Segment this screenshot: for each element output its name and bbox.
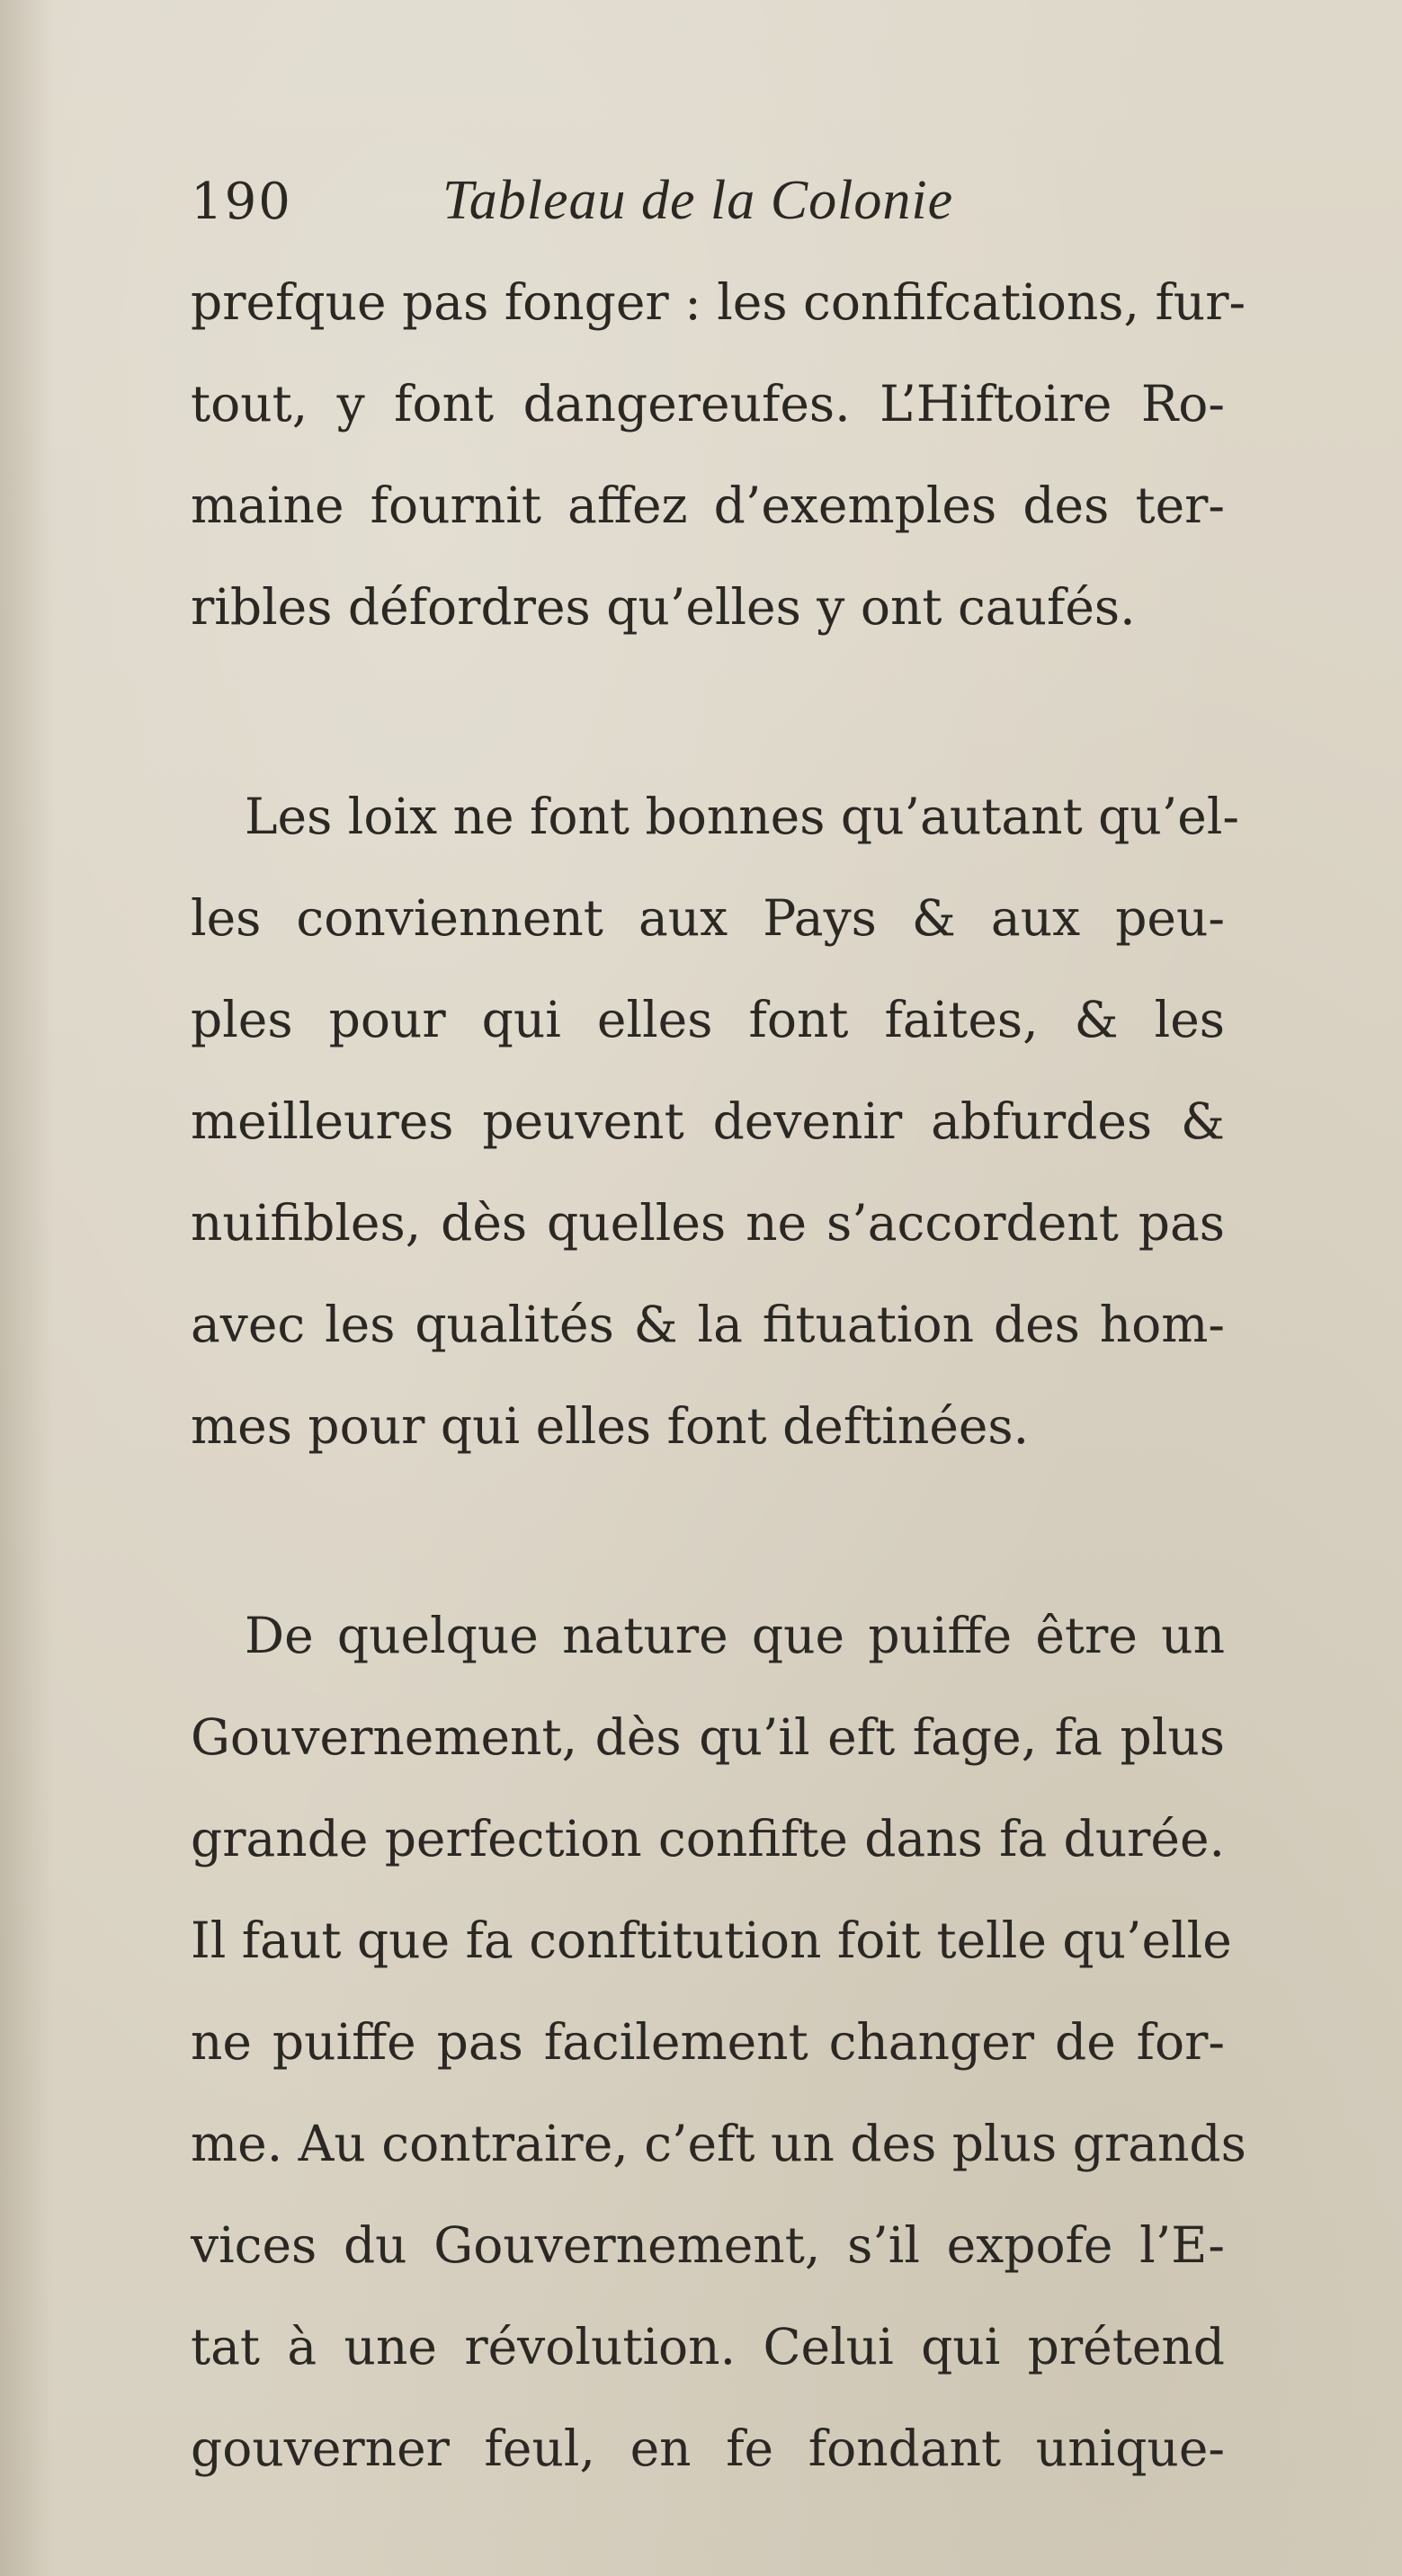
- paragraph-2: [191, 766, 1239, 1477]
- text-line: avec les qualités & la fituation des hom-: [191, 1296, 1225, 1353]
- text-line: gouverner feul, en fe fondant unique-: [191, 2420, 1225, 2477]
- text-line: ne puiffe pas facilement changer de for-: [191, 2013, 1225, 2071]
- text-line: maine fournit affez d’exemples des ter-: [191, 477, 1225, 534]
- text-line: me. Au contraire, c’eft un des plus grands: [191, 2115, 1246, 2172]
- running-title: Tableau de la Colonie: [442, 170, 954, 231]
- text-line: ples pour qui elles font faites, & les: [191, 991, 1225, 1048]
- running-header: [191, 153, 1225, 252]
- paragraph-gap: [191, 658, 1225, 766]
- text-line: vices du Gouvernement, s’il expofe l’E-: [191, 2216, 1225, 2274]
- text-line: Il faut que fa conftitution foit telle qu’elle: [191, 1912, 1232, 1969]
- text-line: tout, y font dangereufes. L’Hiftoire Ro-: [191, 375, 1225, 432]
- text-line: Les loix ne font bonnes qu’autant qu’el-: [245, 788, 1239, 845]
- text-line: Gouvernement, dès qu’il eft fage, fa plus: [191, 1708, 1225, 1766]
- text-line: De quelque nature que puiffe être un: [245, 1607, 1225, 1664]
- text-line: tat à une révolution. Celui qui prétend: [191, 2318, 1225, 2375]
- text-line: grande perfection confifte dans fa durée.: [191, 1810, 1225, 1867]
- text-line: nuifibles, dès quelles ne s’accordent pas: [191, 1194, 1225, 1252]
- text-line: les conviennent aux Pays & aux peu-: [191, 889, 1225, 947]
- text-line: ribles défordres qu’elles y ont caufés.: [191, 578, 1136, 636]
- page-number: 190: [191, 173, 292, 231]
- text-block: [191, 153, 1246, 2500]
- text-line: meilleures peuvent devenir abfurdes &: [191, 1092, 1225, 1150]
- paragraph-1: [191, 252, 1246, 658]
- gutter-shadow: [0, 0, 54, 2576]
- text-line: mes pour qui elles font deftinées.: [191, 1397, 1030, 1455]
- text-line: prefque pas fonger : les confifcations, fur-: [191, 273, 1246, 331]
- paragraph-gap: [191, 1477, 1225, 1585]
- paragraph-3: [191, 1585, 1246, 2500]
